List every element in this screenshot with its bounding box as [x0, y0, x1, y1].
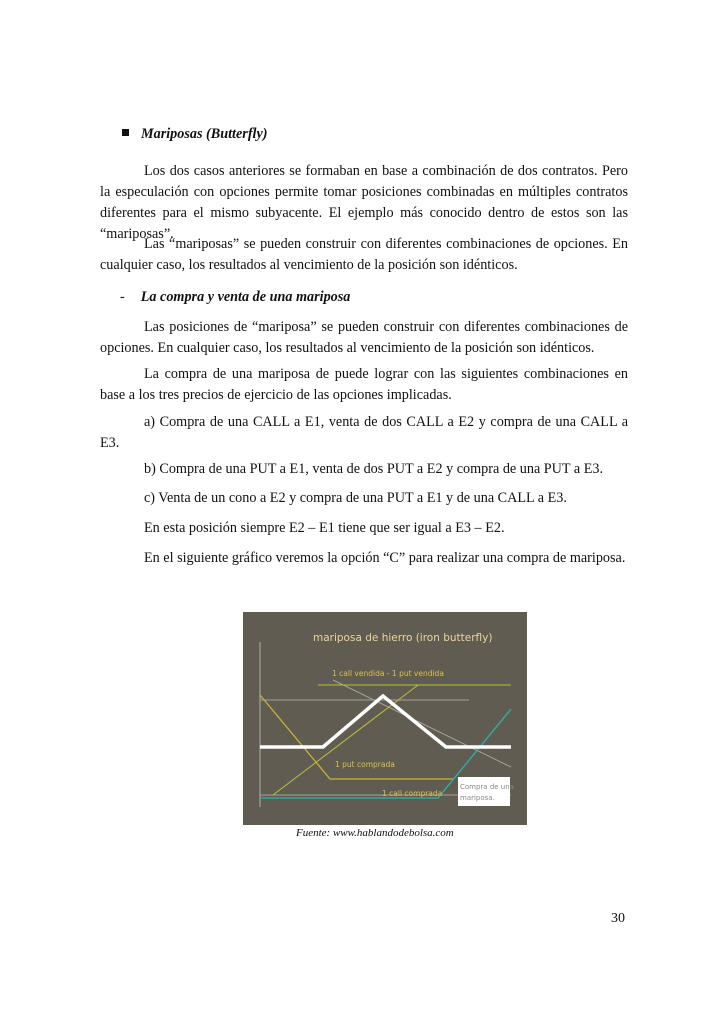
- paragraph-3: [100, 317, 628, 359]
- paragraph-3-text: Las posiciones de “mariposa” se pueden construir con diferentes combinaciones de opciones. En cualquier caso, los resultados al vencimiento de la posición son idénticos.: [100, 319, 628, 356]
- put-bought-label: 1 put comprada: [335, 760, 395, 769]
- paragraph-7: [100, 488, 628, 509]
- paragraph-9-text: En el siguiente gráfico veremos la opción “C” para realizar una compra de mariposa.: [144, 550, 626, 566]
- sold-options-label: 1 call vendida - 1 put vendida: [332, 669, 444, 678]
- page-number: 30: [611, 911, 625, 926]
- subsection-heading: [120, 287, 350, 308]
- bullet-square-icon: [122, 129, 129, 136]
- paragraph-5-text: a) Compra de una CALL a E1, venta de dos CALL a E2 y compra de una CALL a E3.: [100, 414, 628, 451]
- paragraph-2-text: Las “mariposas” se pueden construir con diferentes combinaciones de opciones. En cualquier caso, los resultados al vencimiento de la posición son idénticos.: [100, 236, 628, 273]
- paragraph-4-text: La compra de una mariposa de puede lograr con las siguientes combinaciones en base a los tres precios de ejercicio de las opciones implicadas.: [100, 366, 628, 403]
- call-bought-label: 1 call comprada: [382, 789, 443, 798]
- iron-butterfly-figure: [243, 612, 527, 825]
- paragraph-6-text: b) Compra de una PUT a E1, venta de dos PUT a E2 y compra de una PUT a E3.: [144, 461, 604, 477]
- subsection-heading-text: La compra y venta de una mariposa: [140, 289, 351, 305]
- paragraph-4: [100, 364, 628, 406]
- paragraph-8-text: En esta posición siempre E2 – E1 tiene que ser igual a E3 – E2.: [144, 520, 505, 536]
- figure-caption: Fuente: www.hablandodebolsa.com: [296, 827, 454, 839]
- figure-title: mariposa de hierro (iron butterfly): [313, 632, 493, 644]
- iron-butterfly-diagram: [243, 612, 527, 825]
- paragraph-2: [100, 234, 628, 276]
- paragraph-7-text: c) Venta de un cono a E2 y compra de una PUT a E1 y de una CALL a E3.: [144, 490, 567, 506]
- legend-line-1: Compra de una: [460, 783, 514, 791]
- paragraph-8: [100, 518, 628, 539]
- paragraph-9: [100, 548, 628, 569]
- paragraph-6: [100, 459, 628, 480]
- section-heading: [122, 124, 268, 145]
- dash-marker: -: [120, 289, 125, 305]
- paragraph-1-text: Los dos casos anteriores se formaban en base a combinación de dos contratos. Pero la especulación con opciones permite tomar posiciones combinadas en múltiples contratos diferentes para el mismo subyacente. El ejemplo más conocido dentro de estos son las “mariposas”.: [100, 163, 628, 242]
- paragraph-1: [100, 161, 628, 245]
- legend-line-2: mariposa.: [460, 794, 495, 802]
- paragraph-5: [100, 412, 628, 454]
- section-heading-text: Mariposas (Butterfly): [141, 126, 268, 142]
